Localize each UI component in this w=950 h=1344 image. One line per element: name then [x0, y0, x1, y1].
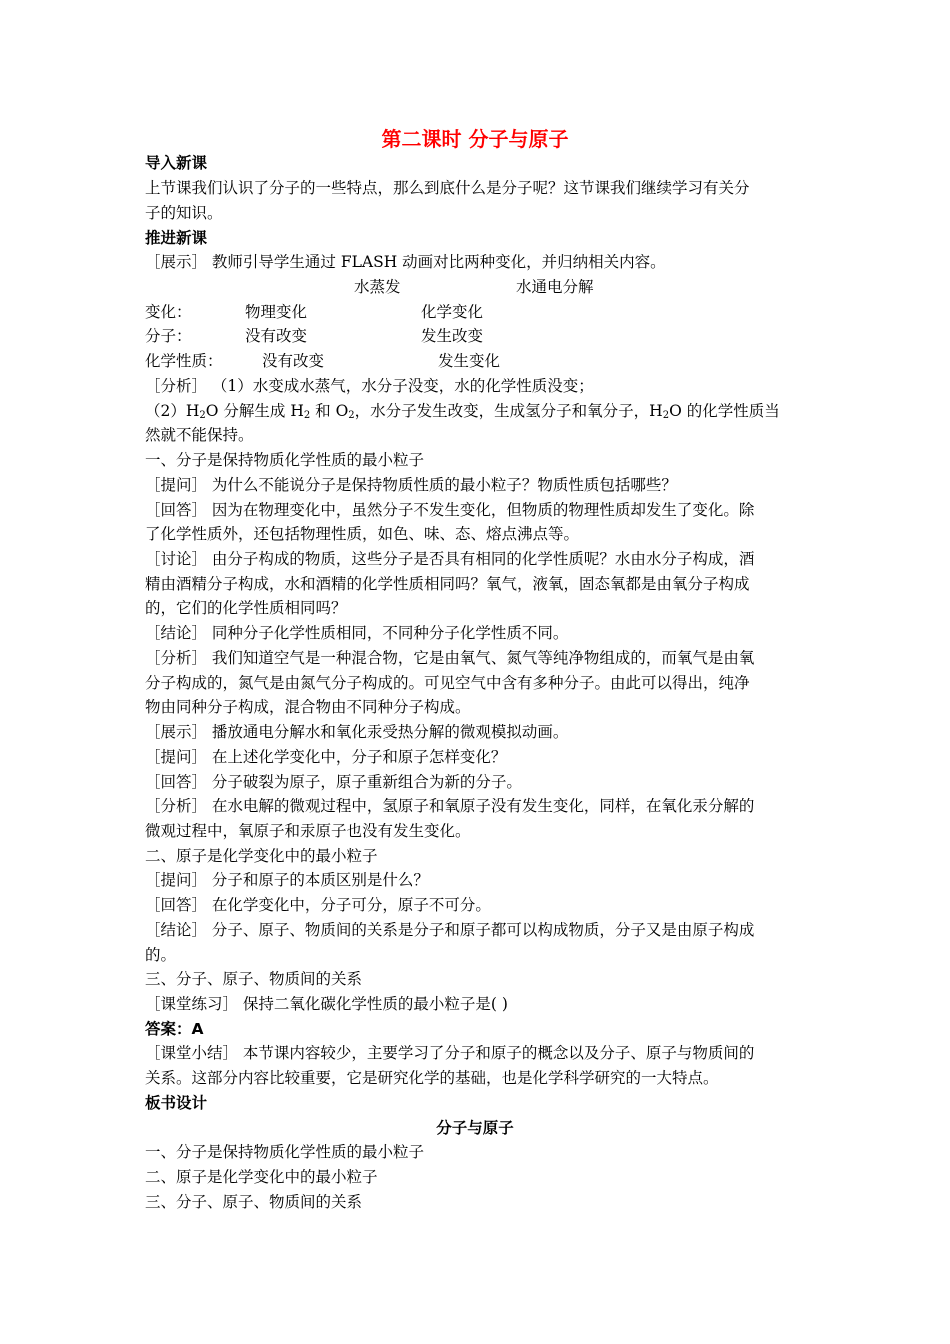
page-title: 第二课时 分子与原子: [381, 127, 569, 151]
compare-cell: 没有改变: [245, 327, 308, 345]
compare-row-label: 分子：: [145, 327, 192, 345]
board-line: 三、分子、原子、物质间的关系: [145, 1193, 363, 1211]
board-title: 分子与原子: [436, 1119, 514, 1137]
board-line: 二、原子是化学变化中的最小粒子: [145, 1168, 378, 1186]
board-line: 一、分子是保持物质化学性质的最小粒子: [145, 1143, 425, 1161]
body-line: ［提问］ 分子和原子的本质区别是什么？: [145, 871, 429, 889]
compare-cell: 发生变化: [438, 352, 501, 370]
compare-row-label: 化学性质：: [145, 352, 223, 370]
body-line: 的，它们的化学性质相同吗？: [145, 599, 347, 617]
body-line: 二、原子是化学变化中的最小粒子: [145, 847, 378, 865]
body-line: 分子构成的，氮气是由氮气分子构成的。可见空气中含有多种分子。由此可以得出，纯净: [145, 674, 750, 692]
body-line: ［展示］ 播放通电分解水和氧化汞受热分解的微观模拟动画。: [145, 723, 569, 741]
compare-col-header: 水蒸发: [354, 278, 401, 296]
body-line: ［提问］ 在上述化学变化中，分子和原子怎样变化？: [145, 748, 507, 766]
body-line: 微观过程中，氧原子和汞原子也没有发生变化。: [145, 822, 471, 840]
body-line: ［回答］ 在化学变化中，分子可分，原子不可分。: [145, 896, 491, 914]
body-line: ［回答］ 因为在物理变化中，虽然分子不发生变化，但物质的物理性质却发生了变化。除: [145, 501, 755, 519]
compare-row-label: 变化：: [145, 303, 192, 321]
compare-cell: 化学变化: [421, 303, 484, 321]
compare-cell: 物理变化: [245, 303, 308, 321]
intro-line: 子的知识。: [145, 204, 223, 222]
body-line: 三、分子、原子、物质间的关系: [145, 970, 363, 988]
body-line: ［回答］ 分子破裂为原子，原子重新组合为新的分子。: [145, 773, 522, 791]
body-line: ［讨论］ 由分子构成的物质，这些分子是否具有相同的化学性质呢？水由水分子构成，酒: [145, 550, 755, 568]
body-line: ［结论］ 同种分子化学性质相同，不同种分子化学性质不同。: [145, 624, 569, 642]
body-line: 一、分子是保持物质化学性质的最小粒子: [145, 451, 425, 469]
analysis-line: 然就不能保持。: [145, 426, 254, 444]
body-line: 的。: [145, 946, 177, 964]
body-line: ［提问］ 为什么不能说分子是保持物质性质的最小粒子？物质性质包括哪些？: [145, 476, 677, 494]
compare-cell: 没有改变: [262, 352, 325, 370]
body-line: ［课堂练习］ 保持二氧化碳化学性质的最小粒子是( ): [145, 995, 508, 1013]
body-line: 物由同种分子构成，混合物由不同种分子构成。: [145, 698, 471, 716]
intro-heading: 导入新课: [145, 154, 208, 172]
show-line: ［展示］ 教师引导学生通过 FLASH 动画对比两种变化，并归纳相关内容。: [145, 253, 666, 271]
body-line: 精由酒精分子构成，水和酒精的化学性质相同吗？氧气，液氧，固态氧都是由氧分子构成: [145, 575, 750, 593]
analysis-line: ［分析］ （1）水变成水蒸气，水分子没变，水的化学性质没变；: [145, 377, 594, 395]
answer: 答案：A: [145, 1020, 204, 1038]
body-line: ［分析］ 我们知道空气是一种混合物，它是由氧气、氮气等纯净物组成的，而氧气是由氧: [145, 649, 755, 667]
summary-line: 关系。这部分内容比较重要，它是研究化学的基础，也是化学科学研究的一大特点。: [145, 1069, 719, 1087]
compare-col-header: 水通电分解: [516, 278, 594, 296]
body-line: ［结论］ 分子、原子、物质间的关系是分子和原子都可以构成物质，分子又是由原子构成: [145, 921, 755, 939]
body-line: 了化学性质外，还包括物理性质，如色、味、态、熔点沸点等。: [145, 525, 580, 543]
board-heading: 板书设计: [145, 1094, 208, 1112]
analysis-line: $(2)H_2O$ 分解生成 $H_2$ 和 $O_2$，水分子发生改变，生成氢分子和氧分子，$H_2O$ 的化学性质当: [145, 402, 780, 421]
summary-line: ［课堂小结］ 本节课内容较少，主要学习了分子和原子的概念以及分子、原子与物质间的: [145, 1044, 755, 1062]
advance-heading: 推进新课: [145, 229, 208, 247]
intro-line: 上节课我们认识了分子的一些特点，那么到底什么是分子呢？这节课我们继续学习有关分: [145, 179, 750, 197]
compare-cell: 发生改变: [421, 327, 484, 345]
body-line: ［分析］ 在水电解的微观过程中，氢原子和氧原子没有发生变化，同样，在氧化汞分解的: [145, 797, 755, 815]
